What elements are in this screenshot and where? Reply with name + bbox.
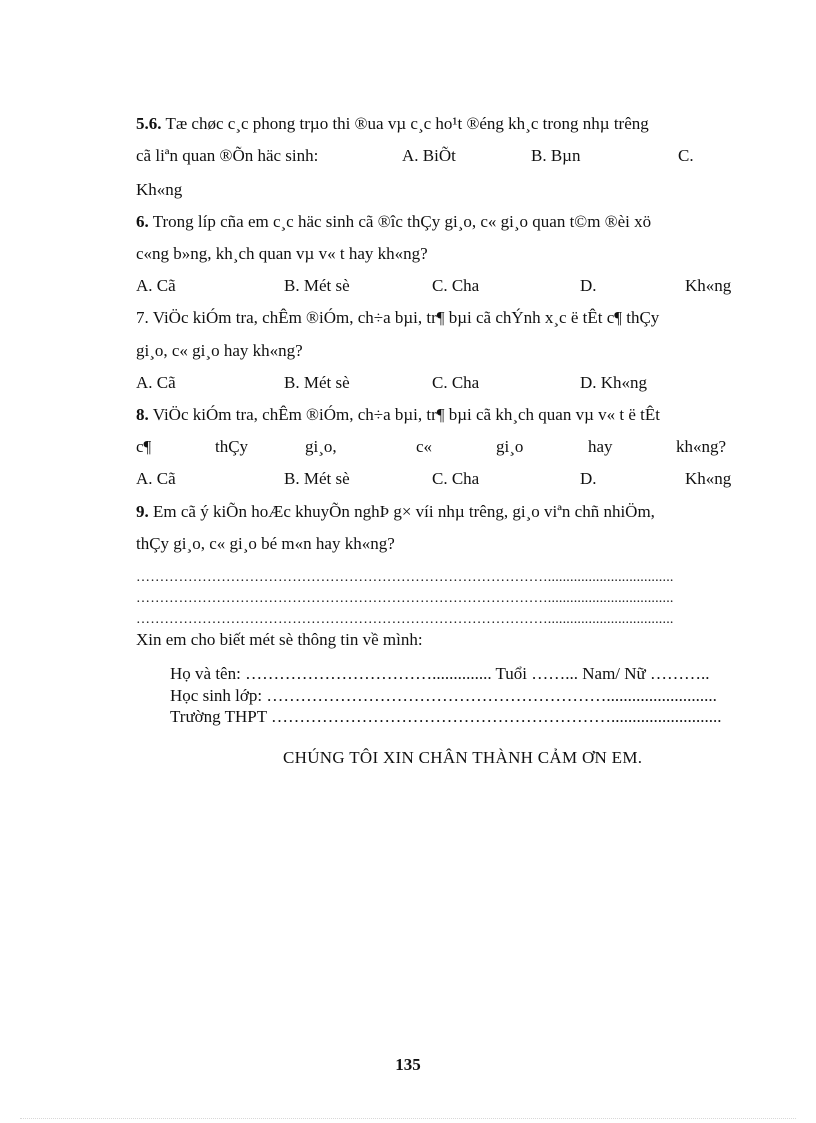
q6-option-d: D. xyxy=(580,276,597,295)
q9-number: 9. xyxy=(136,502,149,521)
q6-number: 6. xyxy=(136,212,149,231)
q8-word: thÇy xyxy=(215,437,249,456)
q6-line2: c«ng b»ng, kh¸ch quan vµ v« t hay kh«ng? xyxy=(136,244,428,263)
q6-option-c: C. Cha xyxy=(432,276,480,295)
q6-text-1: Trong líp cña em c¸c häc sinh cã ®îc thÇy gi¸o, c« gi¸o quan t©m ®èi xö xyxy=(152,212,652,231)
info-name-line: Họ và tên: …………………………….............. Tuổi ……... Nam/ Nữ ……….. xyxy=(170,664,710,683)
q8-word: gi¸o xyxy=(496,437,524,456)
q56-number: 5.6. xyxy=(136,114,162,133)
q6-option-a: A. Cã xyxy=(136,276,176,295)
q8-option-b: B. Mét sè xyxy=(284,469,350,488)
q9-line2: thÇy gi¸o, c« gi¸o bé m«n hay kh«ng? xyxy=(136,534,395,553)
q56-line2: cã liªn quan ®Õn häc sinh: xyxy=(136,146,319,165)
q8-word: kh«ng? xyxy=(676,437,727,456)
q56-option-b: B. Bµn xyxy=(531,146,581,165)
q9-line1 xyxy=(136,502,655,522)
q7-option-a: A. Cã xyxy=(136,373,176,392)
info-school-line: Trường THPT …………………………………………………….......................... xyxy=(170,707,722,726)
q56-line1 xyxy=(136,114,649,134)
q9-text-1: Em cã ý kiÕn hoÆc khuyÕn nghÞ g× víi nhµ trêng, gi¸o viªn chñ nhiÖm, xyxy=(153,502,655,521)
closing-text: CHÚNG TÔI XIN CHÂN THÀNH CẢM ƠN EM. xyxy=(283,748,643,767)
q56-option-c: C. xyxy=(678,146,694,165)
info-intro: Xin em cho biết mét sè thông tin về mình: xyxy=(136,630,423,649)
q8-number: 8. xyxy=(136,405,149,424)
page-number: 135 xyxy=(395,1055,421,1074)
q7-option-d: D. Kh«ng xyxy=(580,373,648,392)
answer-line: …………………………………………………………………………….................................. xyxy=(136,591,674,606)
footer-divider xyxy=(20,1118,796,1119)
q8-option-a: A. Cã xyxy=(136,469,176,488)
q8-text-1: ViÖc kiÓm tra, chÊm ®iÓm, ch÷a bµi, tr¶ bµi cã kh¸ch quan vµ v« t ë tÊt xyxy=(152,405,660,424)
answer-line: …………………………………………………………………………….................................. xyxy=(136,570,674,585)
q8-line1 xyxy=(136,405,660,425)
q7-option-c: C. Cha xyxy=(432,373,480,392)
q7-line2: gi¸o, c« gi¸o hay kh«ng? xyxy=(136,341,303,360)
q8-option-d: D. xyxy=(580,469,597,488)
q7-line1: 7. ViÖc kiÓm tra, chÊm ®iÓm, ch÷a bµi, tr¶ bµi cã chÝnh x¸c ë tÊt c¶ thÇy xyxy=(136,308,660,327)
q8-word: c¶ xyxy=(136,437,152,456)
q6-option-d-text: Kh«ng xyxy=(685,276,732,295)
q8-option-c: C. Cha xyxy=(432,469,480,488)
q8-option-d-text: Kh«ng xyxy=(685,469,732,488)
q6-option-b: B. Mét sè xyxy=(284,276,350,295)
q8-word: hay xyxy=(588,437,613,456)
q56-line3: Kh«ng xyxy=(136,180,183,199)
q6-line1 xyxy=(136,212,651,232)
q56-text-1: Tæ chøc c¸c phong trµo thi ®ua vµ c¸c ho¹t ®éng kh¸c trong nhµ trêng xyxy=(165,114,649,133)
q8-word: c« xyxy=(416,437,433,456)
q7-option-b: B. Mét sè xyxy=(284,373,350,392)
q8-word: gi¸o, xyxy=(305,437,337,456)
q56-option-a: A. BiÕt xyxy=(402,146,456,165)
answer-line: …………………………………………………………………………….................................. xyxy=(136,612,674,627)
info-class-line: Học sinh lớp: …………………………………………………….......................... xyxy=(170,686,717,705)
